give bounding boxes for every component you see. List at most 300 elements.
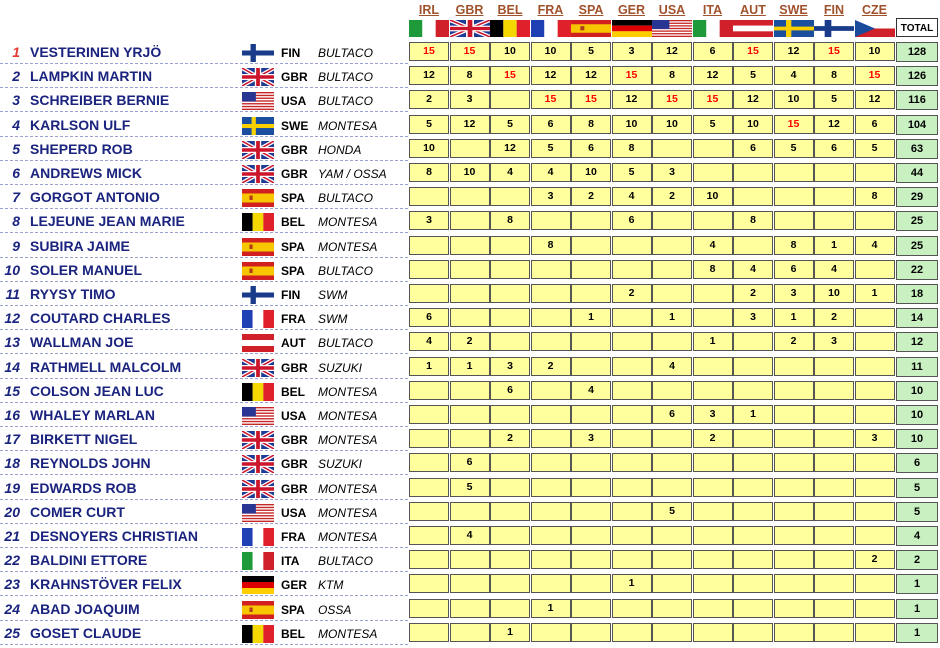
- score-cell-spa: [571, 405, 611, 424]
- score-cell-aut: 6: [733, 139, 773, 158]
- rider-nation: GBR: [281, 142, 308, 157]
- round-label-bel: BEL: [497, 3, 523, 17]
- total-cell: 63: [896, 139, 938, 159]
- rider-bike: BULTACO: [318, 94, 373, 109]
- score-cell-fra: [531, 623, 571, 642]
- score-cell-ger: [612, 478, 652, 497]
- score-cell-gbr: [450, 429, 490, 448]
- score-cell-fra: 10: [531, 42, 571, 61]
- score-cell-aut: [733, 332, 773, 351]
- total-cell: 2: [896, 550, 938, 570]
- total-cell: 116: [896, 90, 938, 110]
- score-cell-spa: [571, 550, 611, 569]
- score-cell-cze: [855, 260, 895, 279]
- rider-position: 18: [4, 455, 20, 472]
- score-cell-ita: 3: [693, 405, 733, 424]
- score-cell-bel: 6: [490, 381, 530, 400]
- score-cell-irl: [409, 405, 449, 424]
- score-cell-bel: 2: [490, 429, 530, 448]
- score-cell-ita: [693, 623, 733, 642]
- score-cell-usa: [652, 211, 692, 230]
- rider-nation: FIN: [281, 288, 301, 302]
- nation-flag-gbr-icon: [242, 165, 274, 183]
- rider-position: 13: [4, 334, 20, 351]
- table-row: [0, 185, 940, 209]
- rider-nation: GBR: [281, 70, 308, 85]
- nation-flag-bel-icon: [242, 383, 274, 401]
- rider-bike: HONDA: [318, 142, 362, 157]
- score-cell-fin: [814, 623, 854, 642]
- score-cell-ita: [693, 453, 733, 472]
- score-cell-aut: [733, 187, 773, 206]
- rider-name: BALDINI ETTORE: [30, 552, 148, 569]
- score-cell-usa: 2: [652, 187, 692, 206]
- rider-nation: USA: [281, 94, 307, 109]
- score-cell-ger: [612, 332, 652, 351]
- score-cell-gbr: [450, 599, 490, 618]
- nation-flag-ita-icon: [242, 552, 274, 570]
- table-row: [0, 40, 940, 64]
- score-cell-cze: 15: [855, 66, 895, 85]
- rider-position: 8: [12, 213, 20, 230]
- score-cell-spa: [571, 260, 611, 279]
- rider-position: 10: [4, 261, 20, 278]
- rider-name: KRAHNSTÖVER FELIX: [30, 576, 182, 593]
- score-cell-spa: 3: [571, 429, 611, 448]
- total-cell: 4: [896, 526, 938, 546]
- rider-nation: SPA: [281, 602, 305, 617]
- rider-name: LAMPKIN MARTIN: [30, 68, 153, 85]
- total-cell: 18: [896, 284, 938, 304]
- score-cell-fin: [814, 574, 854, 593]
- score-cell-fra: 12: [531, 66, 571, 85]
- score-cell-fra: [531, 429, 571, 448]
- score-cell-gbr: [450, 502, 490, 521]
- score-cell-ita: 15: [693, 90, 733, 109]
- total-cell: 128: [896, 42, 938, 62]
- score-cell-fin: 2: [814, 308, 854, 327]
- score-cell-ger: 15: [612, 66, 652, 85]
- total-cell: 44: [896, 163, 938, 183]
- score-cell-ger: 6: [612, 211, 652, 230]
- score-cell-usa: 4: [652, 357, 692, 376]
- score-cell-bel: 10: [490, 42, 530, 61]
- score-cell-aut: [733, 478, 773, 497]
- total-cell: 5: [896, 502, 938, 522]
- score-cell-fra: [531, 260, 571, 279]
- score-cell-spa: 15: [571, 90, 611, 109]
- score-cell-usa: [652, 623, 692, 642]
- rider-bike: SWM: [318, 288, 348, 302]
- score-cell-swe: [774, 502, 814, 521]
- score-cell-bel: 15: [490, 66, 530, 85]
- round-flag-cze-icon: [855, 20, 895, 37]
- score-cell-bel: [490, 284, 530, 303]
- rider-position: 11: [5, 286, 20, 302]
- score-cell-irl: [409, 599, 449, 618]
- score-cell-aut: 8: [733, 211, 773, 230]
- score-cell-bel: [490, 574, 530, 593]
- rider-nation: GBR: [281, 167, 308, 181]
- score-cell-fin: 12: [814, 115, 854, 134]
- round-flag-swe-icon: [774, 20, 814, 37]
- score-cell-swe: [774, 211, 814, 230]
- table-row: [0, 548, 940, 572]
- score-cell-gbr: [450, 236, 490, 255]
- round-flag-fra-icon: [531, 20, 571, 37]
- score-cell-irl: 1: [409, 357, 449, 376]
- score-cell-cze: 12: [855, 90, 895, 109]
- score-cell-usa: [652, 332, 692, 351]
- score-cell-ita: [693, 211, 733, 230]
- score-cell-spa: 12: [571, 66, 611, 85]
- score-cell-cze: 3: [855, 429, 895, 448]
- rider-nation: USA: [281, 505, 307, 520]
- score-cell-usa: [652, 381, 692, 400]
- rider-position: 23: [4, 576, 20, 593]
- rider-nation: ITA: [281, 554, 300, 569]
- round-flag-ita-icon: [409, 20, 449, 37]
- score-cell-bel: [490, 308, 530, 327]
- score-cell-aut: [733, 502, 773, 521]
- score-cell-fin: 6: [814, 139, 854, 158]
- score-cell-bel: 3: [490, 357, 530, 376]
- nation-flag-gbr-icon: [242, 455, 274, 473]
- total-cell: 1: [896, 623, 938, 643]
- nation-flag-usa-icon: [242, 504, 274, 522]
- score-cell-irl: [409, 574, 449, 593]
- score-cell-fra: [531, 453, 571, 472]
- rider-name: SUBIRA JAIME: [30, 237, 130, 254]
- rider-position: 9: [12, 237, 20, 254]
- score-cell-ger: [612, 236, 652, 255]
- round-flag-ger-icon: [612, 20, 652, 37]
- score-cell-ita: [693, 308, 733, 327]
- score-cell-aut: 10: [733, 115, 773, 134]
- score-cell-fra: [531, 332, 571, 351]
- score-cell-ita: 2: [693, 429, 733, 448]
- nation-flag-bel-icon: [242, 213, 274, 231]
- round-label-ger: GER: [617, 3, 646, 17]
- score-cell-cze: [855, 332, 895, 351]
- score-cell-usa: [652, 284, 692, 303]
- score-cell-fin: 5: [814, 90, 854, 109]
- score-cell-gbr: 8: [450, 66, 490, 85]
- rider-bike: MONTESA: [318, 433, 378, 448]
- score-cell-irl: [409, 284, 449, 303]
- score-cell-spa: [571, 623, 611, 642]
- nation-flag-fra-icon: [242, 528, 274, 546]
- rider-position: 3: [12, 92, 20, 109]
- round-flag-bel-icon: [490, 20, 530, 37]
- score-cell-spa: [571, 574, 611, 593]
- score-cell-bel: [490, 550, 530, 569]
- score-cell-fin: 15: [814, 42, 854, 61]
- score-cell-swe: 4: [774, 66, 814, 85]
- rider-name: ANDREWS MICK: [30, 165, 142, 181]
- score-cell-usa: [652, 139, 692, 158]
- score-cell-ger: 12: [612, 90, 652, 109]
- score-cell-swe: 3: [774, 284, 814, 303]
- rider-position: 5: [12, 140, 20, 157]
- score-cell-irl: 4: [409, 332, 449, 351]
- round-label-aut: AUT: [740, 3, 766, 17]
- rider-bike: SUZUKI: [318, 360, 363, 375]
- score-cell-spa: 6: [571, 139, 611, 158]
- rider-bike: MONTESA: [318, 409, 378, 423]
- rider-position: 1: [12, 44, 20, 60]
- table-row: [0, 621, 940, 645]
- score-cell-irl: [409, 478, 449, 497]
- round-flag-aut-icon: [733, 20, 773, 37]
- rider-name: COMER CURT: [30, 503, 125, 520]
- score-cell-ita: 8: [693, 260, 733, 279]
- score-cell-aut: [733, 526, 773, 545]
- score-cell-swe: 12: [774, 42, 814, 61]
- total-header: TOTAL: [896, 18, 938, 37]
- score-cell-fin: [814, 453, 854, 472]
- score-cell-fra: 1: [531, 599, 571, 618]
- score-cell-swe: [774, 574, 814, 593]
- rider-name: SOLER MANUEL: [30, 261, 142, 278]
- rider-bike: MONTESA: [318, 505, 378, 520]
- rider-position: 14: [4, 358, 20, 375]
- score-cell-spa: [571, 357, 611, 376]
- score-cell-spa: [571, 453, 611, 472]
- score-cell-swe: [774, 526, 814, 545]
- score-cell-gbr: 15: [450, 42, 490, 61]
- rider-nation: BEL: [281, 626, 305, 641]
- score-cell-fin: [814, 163, 854, 182]
- score-cell-ita: [693, 574, 733, 593]
- score-cell-cze: 6: [855, 115, 895, 134]
- score-cell-bel: [490, 236, 530, 255]
- score-cell-gbr: [450, 550, 490, 569]
- rider-nation: AUT: [281, 336, 306, 351]
- score-cell-gbr: [450, 139, 490, 158]
- score-cell-bel: 4: [490, 163, 530, 182]
- score-cell-ita: [693, 357, 733, 376]
- rider-nation: GBR: [281, 481, 308, 496]
- total-cell: 11: [896, 357, 938, 377]
- score-cell-irl: 12: [409, 66, 449, 85]
- score-cell-swe: 10: [774, 90, 814, 109]
- score-cell-usa: 10: [652, 115, 692, 134]
- score-cell-cze: [855, 211, 895, 230]
- score-cell-ger: [612, 502, 652, 521]
- score-cell-cze: [855, 502, 895, 521]
- table-row: [0, 137, 940, 161]
- score-cell-irl: 10: [409, 139, 449, 158]
- score-cell-bel: [490, 187, 530, 206]
- table-row: [0, 258, 940, 282]
- score-cell-usa: [652, 599, 692, 618]
- score-cell-ger: [612, 526, 652, 545]
- score-cell-bel: [490, 332, 530, 351]
- round-flag-spa-icon: [571, 20, 611, 37]
- score-cell-bel: 1: [490, 623, 530, 642]
- score-cell-gbr: 6: [450, 453, 490, 472]
- rider-nation: GER: [281, 578, 308, 593]
- rider-bike: SUZUKI: [318, 457, 363, 472]
- score-cell-irl: [409, 187, 449, 206]
- score-cell-fin: [814, 550, 854, 569]
- score-cell-ita: [693, 550, 733, 569]
- score-cell-ita: [693, 599, 733, 618]
- rider-bike: MONTESA: [318, 530, 378, 544]
- score-cell-usa: [652, 478, 692, 497]
- score-cell-irl: [409, 381, 449, 400]
- rider-nation: FRA: [281, 312, 306, 327]
- score-cell-ita: 12: [693, 66, 733, 85]
- score-cell-fra: [531, 284, 571, 303]
- score-cell-ger: [612, 260, 652, 279]
- rider-bike: MONTESA: [318, 626, 378, 641]
- nation-flag-fin-icon: [242, 44, 274, 62]
- score-cell-gbr: [450, 260, 490, 279]
- score-cell-aut: [733, 574, 773, 593]
- score-cell-aut: [733, 381, 773, 400]
- table-row: [0, 234, 940, 258]
- score-cell-bel: [490, 502, 530, 521]
- score-cell-irl: [409, 260, 449, 279]
- rider-bike: BULTACO: [318, 70, 373, 85]
- score-cell-cze: 4: [855, 236, 895, 255]
- round-label-fin: FIN: [823, 3, 845, 17]
- rider-bike: BULTACO: [318, 46, 373, 60]
- score-cell-fin: [814, 502, 854, 521]
- table-row: [0, 282, 940, 306]
- rider-nation: FIN: [281, 46, 301, 60]
- score-cell-spa: 10: [571, 163, 611, 182]
- score-cell-ita: 1: [693, 332, 733, 351]
- rider-nation: GBR: [281, 433, 308, 448]
- score-cell-ger: [612, 357, 652, 376]
- rider-nation: BEL: [281, 215, 305, 230]
- score-cell-aut: [733, 429, 773, 448]
- score-cell-swe: 2: [774, 332, 814, 351]
- table-row: [0, 500, 940, 524]
- table-row: [0, 113, 940, 137]
- score-cell-spa: 4: [571, 381, 611, 400]
- score-cell-ita: [693, 381, 733, 400]
- rider-position: 7: [12, 189, 20, 206]
- score-cell-ger: [612, 308, 652, 327]
- total-cell: 12: [896, 332, 938, 352]
- score-cell-ita: 5: [693, 115, 733, 134]
- total-cell: 10: [896, 405, 938, 425]
- score-cell-irl: 2: [409, 90, 449, 109]
- score-cell-fin: [814, 357, 854, 376]
- score-cell-swe: [774, 623, 814, 642]
- rider-bike: YAM / OSSA: [318, 167, 387, 181]
- rider-position: 4: [12, 116, 20, 133]
- score-cell-gbr: 1: [450, 357, 490, 376]
- table-row: [0, 597, 940, 621]
- score-cell-swe: 8: [774, 236, 814, 255]
- score-cell-usa: [652, 574, 692, 593]
- table-row: [0, 451, 940, 475]
- rider-name: SCHREIBER BERNIE: [30, 92, 170, 109]
- score-cell-aut: 2: [733, 284, 773, 303]
- score-cell-swe: 1: [774, 308, 814, 327]
- score-cell-bel: [490, 526, 530, 545]
- score-cell-aut: 15: [733, 42, 773, 61]
- round-label-gbr: GBR: [455, 3, 484, 17]
- total-cell: 6: [896, 453, 938, 473]
- score-cell-spa: [571, 211, 611, 230]
- score-cell-ger: 4: [612, 187, 652, 206]
- nation-flag-ger-icon: [242, 576, 274, 594]
- total-cell: 126: [896, 66, 938, 86]
- rider-bike: BULTACO: [318, 336, 373, 351]
- score-cell-gbr: [450, 211, 490, 230]
- score-cell-gbr: [450, 187, 490, 206]
- score-cell-fin: 10: [814, 284, 854, 303]
- score-cell-ita: [693, 139, 733, 158]
- score-cell-cze: [855, 478, 895, 497]
- score-cell-swe: [774, 163, 814, 182]
- table-row: [0, 306, 940, 330]
- score-cell-fin: 1: [814, 236, 854, 255]
- score-cell-fin: 3: [814, 332, 854, 351]
- score-cell-ger: [612, 623, 652, 642]
- score-cell-swe: [774, 381, 814, 400]
- score-cell-fin: [814, 478, 854, 497]
- rider-position: 15: [4, 382, 20, 399]
- score-cell-usa: [652, 260, 692, 279]
- score-cell-cze: [855, 308, 895, 327]
- score-cell-fra: [531, 308, 571, 327]
- nation-flag-fra-icon: [242, 310, 274, 328]
- score-cell-fra: 8: [531, 236, 571, 255]
- rider-bike: MONTESA: [318, 239, 378, 254]
- score-cell-swe: 15: [774, 115, 814, 134]
- score-cell-spa: 1: [571, 308, 611, 327]
- rider-name: RYYSY TIMO: [30, 286, 116, 302]
- rider-name: ABAD JOAQUIM: [30, 600, 140, 617]
- score-cell-swe: [774, 405, 814, 424]
- round-flag-usa-icon: [652, 20, 692, 37]
- table-row: [0, 330, 940, 354]
- score-cell-cze: [855, 526, 895, 545]
- score-cell-gbr: 3: [450, 90, 490, 109]
- score-cell-bel: [490, 260, 530, 279]
- score-cell-cze: 2: [855, 550, 895, 569]
- score-cell-gbr: 12: [450, 115, 490, 134]
- score-cell-gbr: 2: [450, 332, 490, 351]
- rider-position: 16: [4, 407, 20, 423]
- rider-bike: MONTESA: [318, 384, 378, 399]
- nation-flag-gbr-icon: [242, 359, 274, 377]
- nation-flag-usa-icon: [242, 92, 274, 110]
- rider-name: COUTARD CHARLES: [30, 310, 171, 327]
- nation-flag-spa-icon: [242, 189, 274, 207]
- rider-nation: SPA: [281, 263, 305, 278]
- score-cell-aut: 5: [733, 66, 773, 85]
- rider-name: RATHMELL MALCOLM: [30, 358, 182, 375]
- score-cell-aut: 4: [733, 260, 773, 279]
- score-cell-fra: [531, 211, 571, 230]
- score-cell-swe: [774, 550, 814, 569]
- score-cell-irl: [409, 623, 449, 642]
- table-row: [0, 355, 940, 379]
- rider-nation: GBR: [281, 457, 308, 472]
- score-cell-spa: 5: [571, 42, 611, 61]
- score-cell-aut: [733, 623, 773, 642]
- nation-flag-bel-icon: [242, 625, 274, 643]
- score-cell-bel: [490, 405, 530, 424]
